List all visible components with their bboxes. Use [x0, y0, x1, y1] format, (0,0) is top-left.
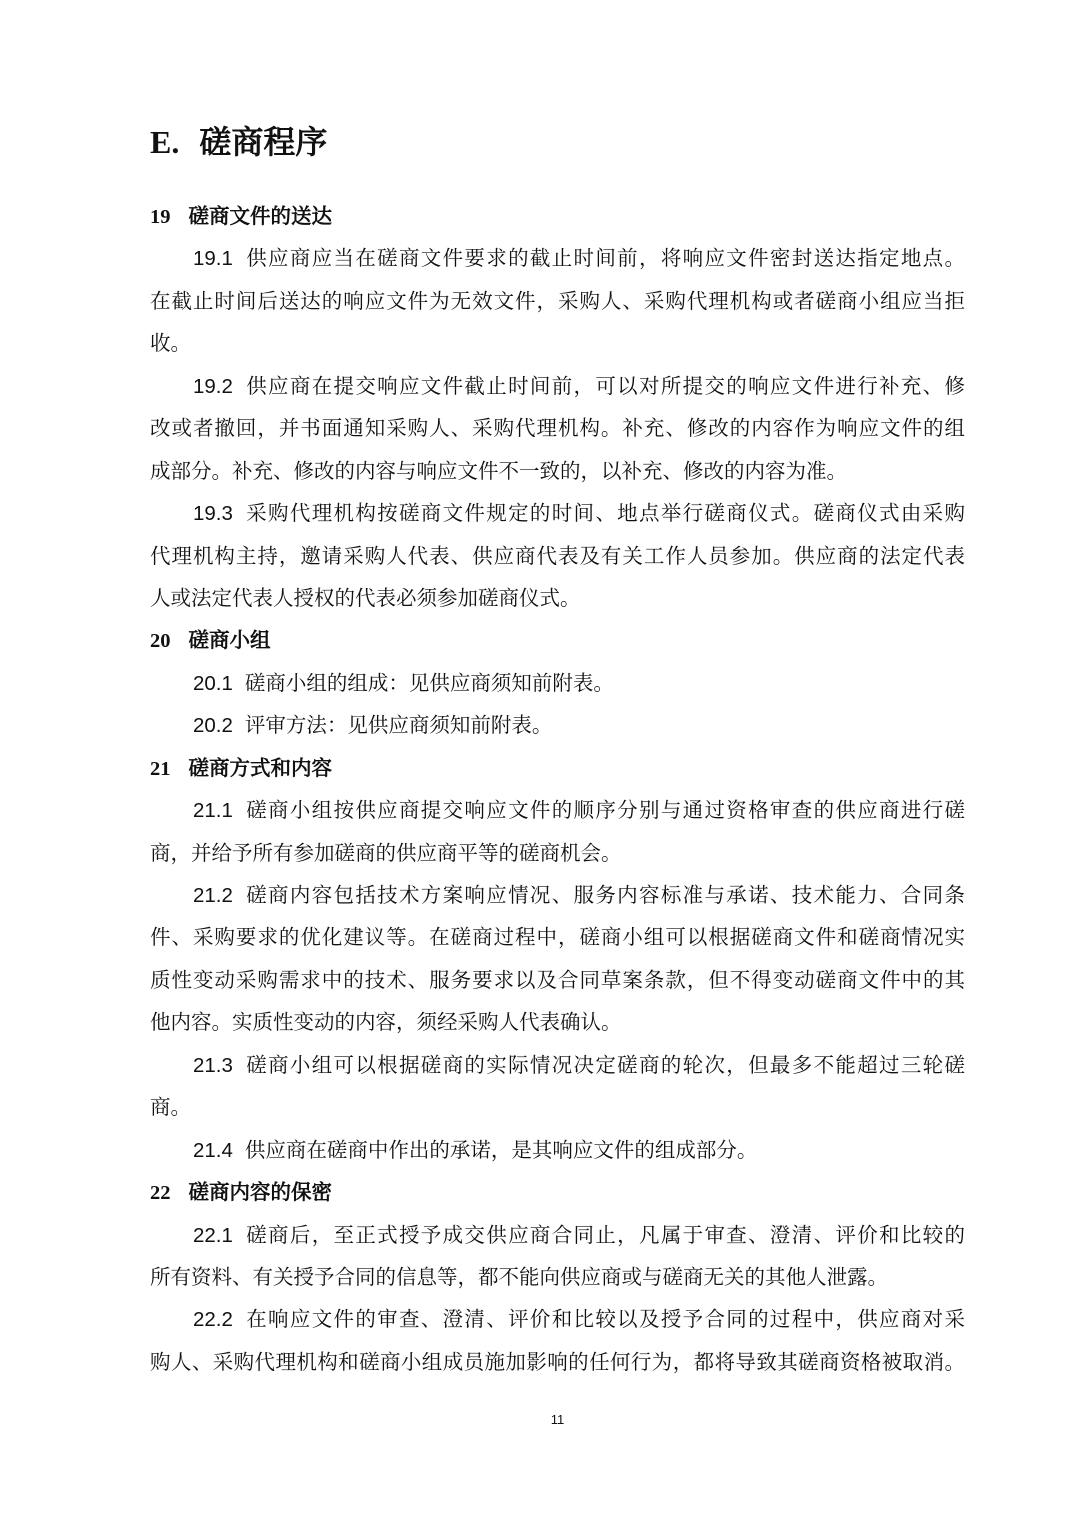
clause-22-1 — [150, 1215, 965, 1300]
clause-number: 20.1 — [193, 671, 233, 695]
clause-text: 供应商在提交响应文件截止时间前，可以对所提交的响应文件进行补充、修 — [244, 375, 965, 398]
clause-line — [150, 1045, 965, 1087]
heading-text: 磋商小组 — [188, 630, 271, 653]
clause-line: 改或者撤回，并书面通知采购人、采购代理机构。补充、修改的内容作为响应文件的组 — [150, 418, 965, 441]
clause-text: 供应商应当在磋商文件要求的截止时间前，将响应文件密封送达指定地点。 — [244, 248, 965, 271]
clause-line: 所有资料、有关授予合同的信息等，都不能向供应商或与磋商无关的其他人泄露。 — [150, 1266, 888, 1289]
section-heading-22 — [150, 1172, 965, 1214]
clause-line: 他内容。实质性变动的内容，须经采购人代表确认。 — [150, 1012, 622, 1035]
clause-line — [150, 238, 965, 280]
clause-line: 购人、采购代理机构和磋商小组成员施加影响的任何行为，都将导致其磋商资格被取消。 — [150, 1351, 965, 1374]
page-number: 11 — [550, 1412, 565, 1427]
section-heading-21 — [150, 748, 965, 790]
clause-22-2 — [150, 1299, 965, 1384]
clause-line — [150, 493, 965, 535]
clause-text: 供应商在磋商中作出的承诺，是其响应文件的组成部分。 — [244, 1139, 758, 1162]
clause-line: 成部分。补充、修改的内容与响应文件不一致的，以补充、修改的内容为准。 — [150, 460, 847, 483]
clause-number: 21.1 — [193, 799, 233, 823]
heading-number: 19 — [150, 206, 171, 228]
clause-number: 22.1 — [193, 1223, 233, 1247]
section-heading-20 — [150, 620, 965, 662]
clause-line — [150, 1215, 965, 1257]
clause-text: 在响应文件的审查、澄清、评价和比较以及授予合同的过程中，供应商对采 — [244, 1309, 965, 1332]
clause-line — [150, 1130, 965, 1172]
clause-number: 22.2 — [193, 1308, 233, 1332]
clause-line: 商，并给予所有参加磋商的供应商平等的磋商机会。 — [150, 842, 622, 865]
clause-19-2 — [150, 366, 965, 493]
section-title: E. 磋商程序 — [150, 124, 328, 160]
clause-text: 磋商小组按供应商提交响应文件的顺序分别与通过资格审查的供应商进行磋 — [244, 800, 965, 823]
clause-21-3 — [150, 1045, 965, 1130]
heading-number: 21 — [150, 757, 171, 780]
clause-line: 质性变动采购需求中的技术、服务要求以及合同草案条款，但不得变动磋商文件中的其 — [150, 969, 965, 992]
clause-number: 21.2 — [193, 884, 233, 907]
clause-text: 采购代理机构按磋商文件规定的时间、地点举行磋商仪式。磋商仪式由采购 — [244, 503, 965, 526]
clause-line — [150, 663, 965, 705]
clause-20-1 — [150, 663, 965, 705]
clause-line: 代理机构主持，邀请采购人代表、供应商代表及有关工作人员参加。供应商的法定代表 — [150, 545, 965, 568]
clause-number: 21.4 — [193, 1138, 233, 1162]
clause-21-4 — [150, 1130, 965, 1172]
clause-line — [150, 790, 965, 832]
clause-line: 人或法定代表人授权的代表必须参加磋商仪式。 — [150, 587, 581, 610]
clause-number: 20.2 — [193, 714, 233, 738]
clause-text: 磋商内容包括技术方案响应情况、服务内容标准与承诺、技术能力、合同条 — [244, 885, 965, 907]
clause-number: 21.3 — [193, 1053, 233, 1077]
clause-text: 磋商小组可以根据磋商的实际情况决定磋商的轮次，但最多不能超过三轮磋 — [244, 1054, 965, 1077]
clause-line — [150, 1299, 965, 1341]
clause-19-1 — [150, 238, 965, 365]
clause-text: 磋商后，至正式授予成交供应商合同止，凡属于审查、澄清、评价和比较的 — [244, 1224, 965, 1247]
clause-21-2 — [150, 875, 965, 1045]
clause-line — [150, 366, 965, 408]
clause-19-3 — [150, 493, 965, 620]
heading-number: 20 — [150, 630, 171, 653]
clause-line — [150, 705, 965, 747]
document-body — [150, 196, 965, 1384]
clause-number: 19.2 — [193, 374, 233, 398]
clause-line: 商。 — [150, 1097, 191, 1120]
heading-text: 磋商方式和内容 — [188, 757, 332, 780]
heading-text: 磋商文件的送达 — [188, 206, 332, 228]
clause-20-2 — [150, 705, 965, 747]
clause-line: 件、采购要求的优化建议等。在磋商过程中，磋商小组可以根据磋商文件和磋商情况实 — [150, 927, 965, 950]
clause-line — [150, 875, 965, 917]
heading-number: 22 — [150, 1182, 171, 1205]
clause-number: 19.3 — [193, 502, 233, 526]
clause-line: 在截止时间后送达的响应文件为无效文件，采购人、采购代理机构或者磋商小组应当拒 — [150, 290, 965, 313]
heading-text: 磋商内容的保密 — [188, 1182, 332, 1205]
clause-text: 磋商小组的组成：见供应商须知前附表。 — [244, 672, 614, 695]
clause-21-1 — [150, 790, 965, 875]
clause-line: 收。 — [150, 333, 191, 356]
clause-text: 评审方法：见供应商须知前附表。 — [244, 715, 553, 738]
clause-number: 19.1 — [193, 247, 233, 271]
section-heading-19 — [150, 196, 965, 238]
